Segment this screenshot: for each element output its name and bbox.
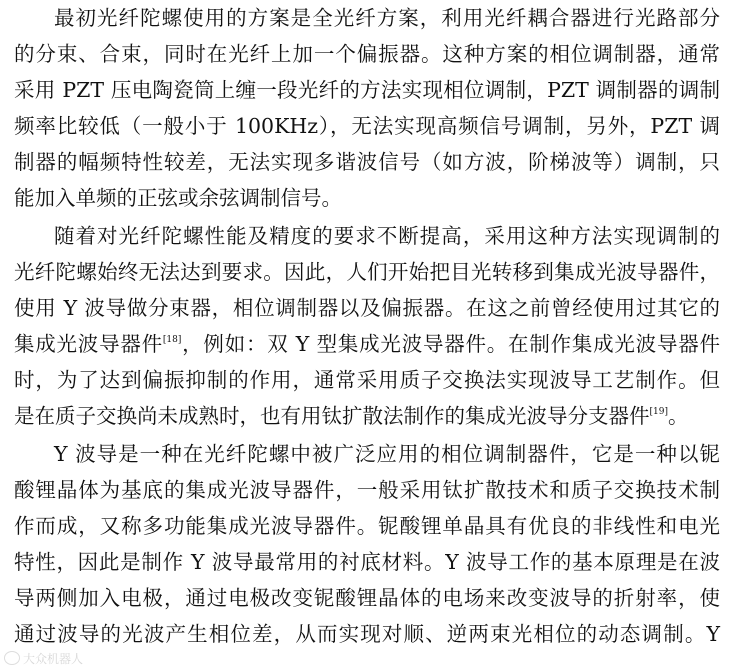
paragraph-1-line-3: 采用 PZT 压电陶瓷筒上缠一段光纤的方法实现相位调制，PZT 调制器的调制 — [14, 78, 720, 102]
paragraph-1-line-2: 的分束、合束，同时在光纤上加一个偏振器。这种方案的相位调制器，通常 — [14, 42, 720, 66]
paragraph-3-line-1: Y 波导是一种在光纤陀螺中被广泛应用的相位调制器件，它是一种以铌 — [54, 442, 720, 466]
citation-19: [19] — [649, 407, 668, 417]
citation-18: [18] — [162, 335, 182, 345]
paragraph-3-line-4: 特性，因此是制作 Y 波导最常用的衬底材料。Y 波导工作的基本原理是在波 — [14, 550, 720, 574]
paragraph-2-line-2: 光纤陀螺始终无法达到要求。因此，人们开始把目光转移到集成光波导器件， — [14, 260, 720, 284]
paragraph-3-line-2: 酸锂晶体为基底的集成光波导器件，一般采用钛扩散技术和质子交换技术制 — [14, 478, 720, 502]
paragraph-1-line-5: 制器的幅频特性较差，无法实现多谐波信号（如方波，阶梯波等）调制，只 — [14, 150, 720, 174]
paragraph-2-line-6-text-a: 是在质子交换尚未成熟时，也有用钛扩散法制作的集成光波导分支器件 — [14, 404, 650, 428]
paragraph-2-line-4 — [14, 326, 720, 362]
paragraph-2-line-5: 时，为了达到偏振抑制的作用，通常采用质子交换法实现波导工艺制作。但 — [14, 368, 720, 392]
paragraph-2-line-1: 随着对光纤陀螺性能及精度的要求不断提高，采用这种方法实现调制的 — [54, 224, 720, 248]
paragraph-2-line-3: 使用 Y 波导做分束器，相位调制器以及偏振器。在这之前曾经使用过其它的 — [14, 296, 720, 320]
paragraph-2-line-4-text-a: 集成光波导器件 — [14, 332, 163, 356]
paragraph-3-line-6: 通过波导的光波产生相位差，从而实现对顺、逆两束光相位的动态调制。Y — [14, 622, 720, 646]
paragraph-2-line-6 — [14, 398, 688, 434]
watermark-text: 大众机器人 — [23, 652, 84, 666]
watermark-logo-icon — [4, 651, 20, 665]
paragraph-1-line-4: 频率比较低（一般小于 100KHz），无法实现高频信号调制，另外，PZT 调 — [14, 114, 720, 138]
paragraph-1-line-1: 最初光纤陀螺使用的方案是全光纤方案，利用光纤耦合器进行光路部分 — [54, 6, 720, 30]
paragraph-1-line-6: 能加入单频的正弦或余弦调制信号。 — [14, 186, 342, 210]
paragraph-3-line-5: 导两侧加入电极，通过电极改变铌酸锂晶体的电场来改变波导的折射率，使 — [14, 586, 720, 610]
paragraph-3-line-3: 作而成，又称多功能集成光波导器件。铌酸锂单晶具有优良的非线性和电光 — [14, 514, 720, 538]
paragraph-2-line-4-text-b: ，例如：双 Y 型集成光波导器件。在制作集成光波导器件 — [181, 332, 720, 356]
paragraph-2-line-6-text-b: 。 — [667, 404, 689, 428]
watermark — [4, 650, 83, 667]
